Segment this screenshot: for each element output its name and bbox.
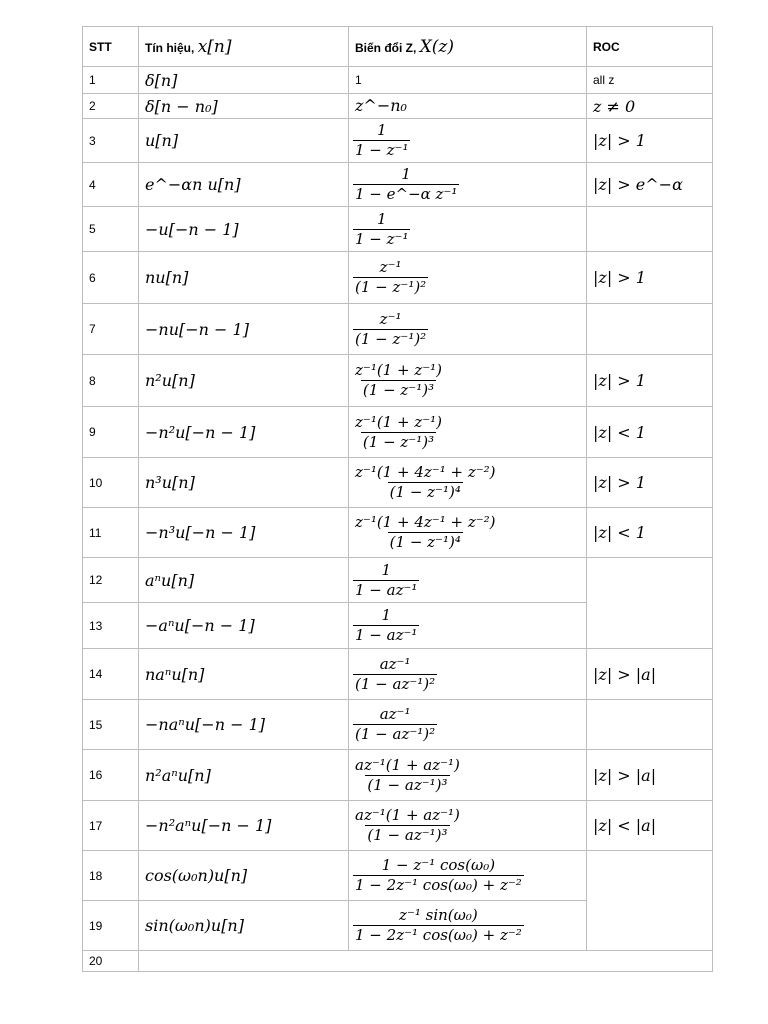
- transform-fraction: [353, 705, 437, 744]
- signal-cell: e^−αn u[n]: [139, 163, 349, 207]
- transform-fraction: [353, 310, 428, 349]
- roc-cell: [587, 558, 713, 649]
- transform-cell: [349, 458, 587, 508]
- transform-fraction: [353, 463, 498, 502]
- row-number: 4: [83, 163, 139, 207]
- fraction-numerator: 1: [376, 121, 387, 139]
- z-transform-table: [82, 26, 713, 972]
- table-row: [83, 119, 713, 163]
- fraction-numerator: z⁻¹(1 + 4z⁻¹ + z⁻²): [355, 463, 496, 481]
- roc-cell: [587, 700, 713, 750]
- roc-cell: |z| > 1: [587, 355, 713, 407]
- fraction-denominator: 1 − 2z⁻¹ cos(ω₀) + z⁻²: [355, 876, 522, 894]
- row-number: 11: [83, 508, 139, 558]
- signal-cell: n²u[n]: [139, 355, 349, 407]
- empty-cell: [139, 951, 713, 972]
- table-row: [83, 163, 713, 207]
- signal-cell: nu[n]: [139, 252, 349, 304]
- transform-fraction: [353, 165, 459, 204]
- table-row: [83, 355, 713, 407]
- transform-cell: [349, 67, 587, 94]
- fraction-denominator: 1 − z⁻¹: [355, 229, 409, 248]
- transform-fraction: [353, 258, 428, 297]
- table-row: [83, 851, 713, 901]
- fraction-numerator: 1: [401, 165, 411, 183]
- transform-cell: [349, 603, 587, 649]
- signal-cell: n³u[n]: [139, 458, 349, 508]
- row-number: 13: [83, 603, 139, 649]
- transform-cell: [349, 750, 587, 801]
- table-row: [83, 700, 713, 750]
- transform-cell: [349, 304, 587, 355]
- fraction-denominator: (1 − z⁻¹)⁴: [389, 483, 461, 501]
- transform-fraction: [353, 606, 419, 645]
- fraction-numerator: 1: [381, 606, 391, 624]
- header-transform-math: X(z): [419, 36, 455, 57]
- transform-cell: [349, 649, 587, 700]
- row-number: 5: [83, 207, 139, 252]
- roc-cell: |z| < 1: [587, 508, 713, 558]
- signal-cell: −nu[−n − 1]: [139, 304, 349, 355]
- fraction-denominator: (1 − az⁻¹)²: [355, 725, 436, 743]
- transform-fraction: [353, 561, 419, 600]
- header-signal-label: Tín hiệu,: [145, 40, 195, 55]
- transform-fraction: [353, 856, 524, 895]
- fraction-denominator: (1 − z⁻¹)³: [362, 432, 435, 451]
- transform-text: 1: [355, 73, 362, 87]
- table-header-row: [83, 27, 713, 67]
- transform-cell: [349, 94, 587, 119]
- header-stt: STT: [83, 27, 139, 67]
- fraction-denominator: 1 − az⁻¹: [355, 626, 418, 644]
- table-row: [83, 407, 713, 458]
- transform-cell: [349, 700, 587, 750]
- table-row: [83, 951, 713, 972]
- row-number: 10: [83, 458, 139, 508]
- fraction-denominator: (1 − az⁻¹)²: [355, 674, 436, 693]
- transform-fraction: [353, 413, 444, 452]
- roc-cell: [587, 851, 713, 951]
- row-number: 12: [83, 558, 139, 603]
- table-row: [83, 304, 713, 355]
- table-row: [83, 94, 713, 119]
- row-number: 17: [83, 801, 139, 851]
- row-number: 20: [83, 951, 139, 972]
- row-number: 14: [83, 649, 139, 700]
- signal-cell: δ[n − n₀]: [139, 94, 349, 119]
- fraction-numerator: 1: [381, 560, 391, 579]
- fraction-numerator: z⁻¹(1 + z⁻¹): [355, 361, 443, 379]
- signal-cell: −naⁿu[−n − 1]: [139, 700, 349, 750]
- fraction-numerator: 1: [376, 209, 387, 228]
- fraction-numerator: az⁻¹(1 + az⁻¹): [355, 806, 460, 824]
- row-number: 15: [83, 700, 139, 750]
- signal-cell: naⁿu[n]: [139, 649, 349, 700]
- signal-cell: sin(ω₀n)u[n]: [139, 901, 349, 951]
- roc-cell: |z| < |a|: [587, 801, 713, 851]
- transform-cell: [349, 355, 587, 407]
- signal-cell: −aⁿu[−n − 1]: [139, 603, 349, 649]
- row-number: 3: [83, 119, 139, 163]
- transform-cell: [349, 508, 587, 558]
- table-row: [83, 750, 713, 801]
- roc-cell: |z| > 1: [587, 252, 713, 304]
- transform-fraction: [353, 655, 437, 694]
- roc-cell: [587, 207, 713, 252]
- signal-cell: cos(ω₀n)u[n]: [139, 851, 349, 901]
- roc-cell: [587, 304, 713, 355]
- transform-cell: [349, 252, 587, 304]
- fraction-numerator: az⁻¹(1 + az⁻¹): [355, 755, 460, 774]
- transform-cell: [349, 207, 587, 252]
- row-number: 6: [83, 252, 139, 304]
- row-number: 19: [83, 901, 139, 951]
- header-transform: [349, 27, 587, 67]
- row-number: 2: [83, 94, 139, 119]
- fraction-numerator: z⁻¹ sin(ω₀): [399, 906, 478, 924]
- fraction-denominator: (1 − az⁻¹)³: [367, 826, 448, 844]
- table-row: [83, 649, 713, 700]
- header-signal: [139, 27, 349, 67]
- transform-fraction: [353, 806, 462, 845]
- fraction-denominator: (1 − z⁻¹)²: [355, 329, 427, 348]
- roc-cell: |z| > |a|: [587, 649, 713, 700]
- fraction-numerator: 1 − z⁻¹ cos(ω₀): [381, 856, 496, 874]
- signal-cell: δ[n]: [139, 67, 349, 94]
- table-row: [83, 67, 713, 94]
- table-row: [83, 801, 713, 851]
- fraction-denominator: (1 − z⁻¹)³: [362, 381, 435, 399]
- fraction-denominator: 1 − 2z⁻¹ cos(ω₀) + z⁻²: [355, 926, 522, 944]
- signal-cell: u[n]: [139, 119, 349, 163]
- row-number: 9: [83, 407, 139, 458]
- roc-cell: all z: [587, 67, 713, 94]
- signal-cell: −n³u[−n − 1]: [139, 508, 349, 558]
- transform-fraction: [353, 361, 444, 400]
- roc-cell: |z| > |a|: [587, 750, 713, 801]
- transform-cell: [349, 558, 587, 603]
- fraction-numerator: z⁻¹(1 + 4z⁻¹ + z⁻²): [355, 513, 496, 531]
- roc-cell: |z| < 1: [587, 407, 713, 458]
- roc-cell: |z| > 1: [587, 119, 713, 163]
- transform-cell: [349, 801, 587, 851]
- fraction-numerator: z⁻¹(1 + z⁻¹): [355, 412, 443, 431]
- roc-cell: |z| > e^−α: [587, 163, 713, 207]
- transform-cell: [349, 901, 587, 951]
- fraction-numerator: az⁻¹: [379, 705, 411, 723]
- row-number: 1: [83, 67, 139, 94]
- transform-fraction: [353, 210, 410, 249]
- transform-fraction: [353, 513, 498, 552]
- transform-cell: [349, 851, 587, 901]
- fraction-numerator: z⁻¹: [379, 309, 402, 328]
- signal-cell: n²aⁿu[n]: [139, 750, 349, 801]
- roc-cell: z ≠ 0: [587, 94, 713, 119]
- transform-fraction: [353, 121, 410, 160]
- row-number: 7: [83, 304, 139, 355]
- fraction-denominator: 1 − z⁻¹: [355, 141, 409, 159]
- header-signal-math: x[n]: [197, 36, 232, 57]
- fraction-denominator: (1 − z⁻¹)²: [355, 278, 427, 296]
- row-number: 18: [83, 851, 139, 901]
- transform-fraction: [353, 756, 462, 795]
- fraction-denominator: 1 − e^−α z⁻¹: [355, 185, 458, 203]
- row-number: 8: [83, 355, 139, 407]
- header-roc: ROC: [587, 27, 713, 67]
- transform-fraction: [353, 906, 524, 945]
- table-row: [83, 207, 713, 252]
- transform-cell: [349, 163, 587, 207]
- header-transform-label: Biến đổi Z,: [355, 40, 417, 55]
- table-row: [83, 558, 713, 603]
- transform-text: z^−n₀: [355, 96, 407, 115]
- table-row: [83, 508, 713, 558]
- signal-cell: −u[−n − 1]: [139, 207, 349, 252]
- transform-cell: [349, 407, 587, 458]
- row-number: 16: [83, 750, 139, 801]
- fraction-numerator: az⁻¹: [379, 654, 411, 673]
- table-row: [83, 458, 713, 508]
- signal-cell: aⁿu[n]: [139, 558, 349, 603]
- fraction-denominator: (1 − az⁻¹)³: [367, 775, 448, 794]
- table-row: [83, 252, 713, 304]
- fraction-denominator: (1 − z⁻¹)⁴: [389, 533, 461, 551]
- signal-cell: −n²aⁿu[−n − 1]: [139, 801, 349, 851]
- fraction-numerator: z⁻¹: [379, 258, 402, 276]
- signal-cell: −n²u[−n − 1]: [139, 407, 349, 458]
- roc-cell: |z| > 1: [587, 458, 713, 508]
- transform-cell: [349, 119, 587, 163]
- fraction-denominator: 1 − az⁻¹: [355, 580, 418, 599]
